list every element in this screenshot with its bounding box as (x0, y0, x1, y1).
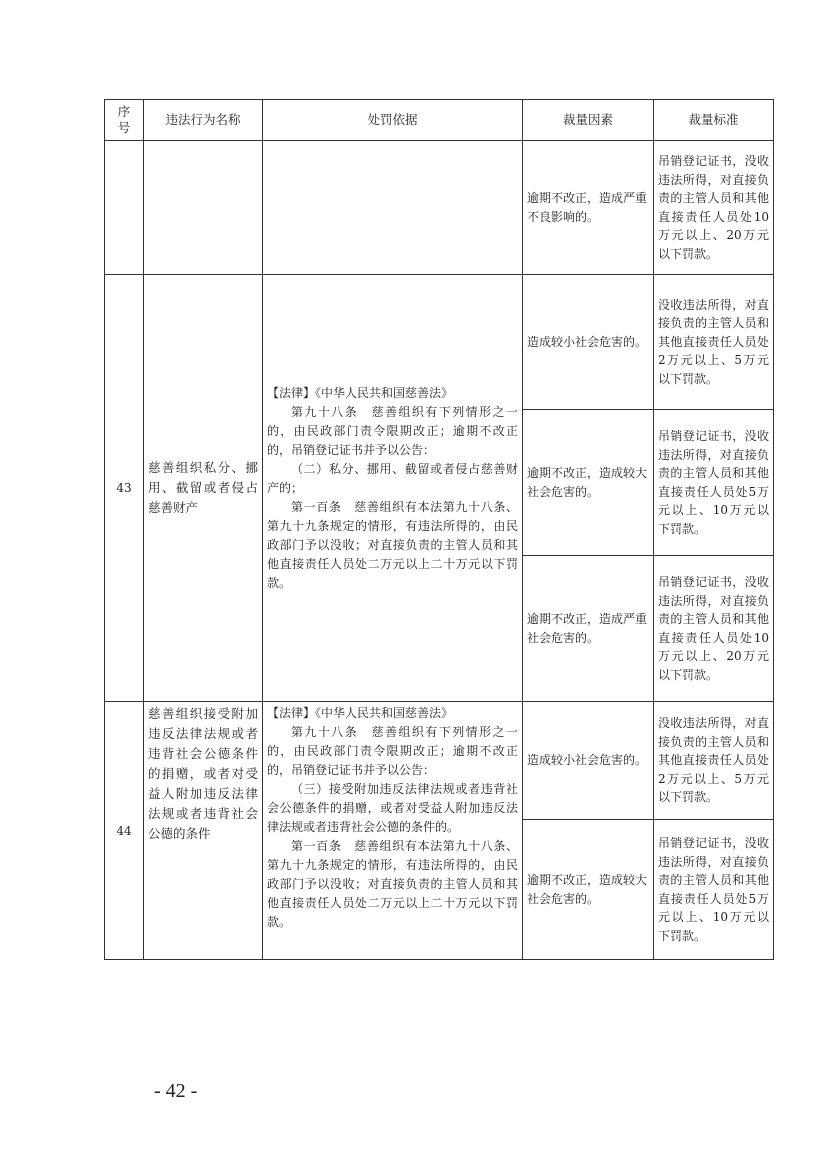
discretion-factor-cell: 逾期不改正，造成严重不良影响的。 (523, 141, 654, 275)
violation-name-cell: 慈善组织接受附加违反法律法规或者违背社会公德条件的捐赠，或者对受益人附加违反法律法规或者违背社会公德的条件 (144, 702, 263, 960)
table-row (105, 275, 774, 410)
basis-law-title: 【法律】《中华人民共和国慈善法》 (267, 706, 454, 720)
discretion-factor-cell: 逾期不改正，造成较大社会危害的。 (523, 410, 654, 556)
discretion-standard-cell: 吊销登记证书，没收违法所得，对直接负责的主管人员和其他直接责任人员处5万元以上、10万元以下罚款。 (654, 820, 774, 960)
penalty-discretion-table (104, 99, 774, 960)
header-discretion-standard: 裁量标准 (654, 100, 774, 141)
header-violation-name: 违法行为名称 (144, 100, 263, 141)
violation-name-cell: 慈善组织私分、挪用、截留或者侵占慈善财产 (144, 275, 263, 702)
penalty-basis-cell (263, 275, 523, 702)
basis-clause: （二）私分、挪用、截留或者侵占慈善财产的； (267, 461, 518, 495)
discretion-standard-cell: 吊销登记证书，没收违法所得，对直接负责的主管人员和其他直接责任人员处5万元以上、10万元以下罚款。 (654, 410, 774, 556)
discretion-standard-cell: 吊销登记证书，没收违法所得，对直接负责的主管人员和其他直接责任人员处10万元以上、20万元以下罚款。 (654, 141, 774, 275)
cell-empty (144, 141, 263, 275)
discretion-standard-cell: 吊销登记证书，没收违法所得，对直接负责的主管人员和其他直接责任人员处10万元以上、20万元以下罚款。 (654, 556, 774, 702)
page-number: - 42 - (154, 1080, 198, 1102)
discretion-standard-cell: 没收违法所得，对直接负责的主管人员和其他直接责任人员处2万元以上、5万元以下罚款。 (654, 702, 774, 820)
basis-article: 第九十八条 慈善组织有下列情形之一的，由民政部门责令限期改正；逾期不改正的，吊销登记证书并予以公告： (267, 404, 518, 457)
header-discretion-factor: 裁量因素 (523, 100, 654, 141)
table-row (105, 702, 774, 820)
header-seq: 序号 (105, 100, 144, 141)
table-row-continued (105, 141, 774, 275)
row-number: 43 (105, 275, 144, 702)
row-number: 44 (105, 702, 144, 960)
basis-article: 第九十八条 慈善组织有下列情形之一的，由民政部门责令限期改正；逾期不改正的，吊销登记证书并予以公告： (267, 725, 518, 777)
basis-law-title: 【法律】《中华人民共和国慈善法》 (267, 385, 454, 400)
basis-article: 第一百条 慈善组织有本法第九十八条、第九十九条规定的情形，有违法所得的，由民政部门予以没收；对直接负责的主管人员和其他直接责任人员处二万元以上二十万元以下罚款。 (267, 839, 518, 929)
basis-clause: （三）接受附加违反法律法规或者违背社会公德条件的捐赠，或者对受益人附加违反法律法规或者违背社会公德的条件的。 (267, 782, 518, 834)
cell-empty (105, 141, 144, 275)
discretion-standard-cell: 没收违法所得，对直接负责的主管人员和其他直接责任人员处2万元以上、5万元以下罚款。 (654, 275, 774, 410)
table-header-row (105, 100, 774, 141)
header-penalty-basis: 处罚依据 (263, 100, 523, 141)
penalty-basis-cell (263, 702, 523, 960)
discretion-factor-cell: 逾期不改正，造成严重社会危害的。 (523, 556, 654, 702)
discretion-factor-cell: 造成较小社会危害的。 (523, 702, 654, 820)
cell-empty (263, 141, 523, 275)
discretion-factor-cell: 造成较小社会危害的。 (523, 275, 654, 410)
discretion-factor-cell: 逾期不改正，造成较大社会危害的。 (523, 820, 654, 960)
basis-article: 第一百条 慈善组织有本法第九十八条、第九十九条规定的情形，有违法所得的，由民政部门予以没收；对直接负责的主管人员和其他直接责任人员处二万元以上二十万元以下罚款。 (267, 499, 518, 590)
